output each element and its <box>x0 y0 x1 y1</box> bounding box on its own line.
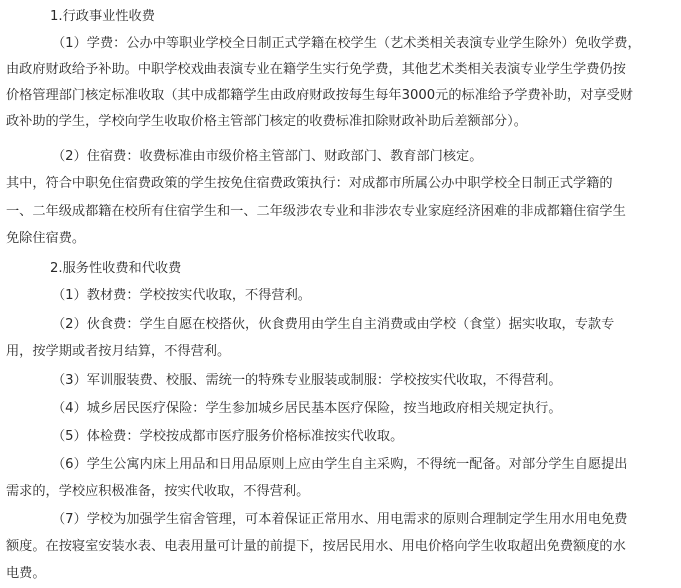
section-1-heading: 1.行政事业性收费 <box>50 9 155 24</box>
fee-item-uniforms: （3）军训服装费、校服、需统一的特殊专业服装或制服：学校按实代收取，不得营利。 <box>52 373 562 388</box>
fee-item-medical-insurance: （4）城乡居民医疗保险：学生参加城乡居民基本医疗保险，按当地政府相关规定执行。 <box>52 401 562 416</box>
fee-item-utilities-line: 额度。在按寝室安装水表、电表用量可计量的前提下，按居民用水、用电价格向学生收取超出免费额度的水 <box>6 539 626 554</box>
fee-item-utilities-line: （7）学校为加强学生宿舍管理，可本着保证正常用水、用电需求的原则合理制定学生用水用电免费 <box>52 512 628 527</box>
fee-item-meals-line: 用，按学期或者按月结算，不得营利。 <box>6 344 231 359</box>
tuition-paragraph-line: 价格管理部门核定标准收取（其中成都籍学生由政府财政按每生每年3000元的标准给予学费补助，对享受财 <box>6 88 633 103</box>
tuition-paragraph-line: （1）学费：公办中等职业学校全日制正式学籍在校学生（艺术类相关表演专业学生除外）免收学费， <box>52 36 641 51</box>
fee-item-meals-line: （2）伙食费：学生自愿在校搭伙，伙食费用由学生自主消费或由学校（食堂）据实收取，专款专 <box>52 317 615 332</box>
fee-item-bedding-line: 需求的，学校应积极准备，按实代收取，不得营利。 <box>6 484 310 499</box>
dorm-paragraph-line: 一、二年级成都籍在校所有住宿学生和一、二年级涉农专业和非涉农专业家庭经济困难的非成都籍住宿学生 <box>6 204 626 219</box>
section-2-heading: 2.服务性收费和代收费 <box>50 261 182 276</box>
dorm-paragraph-line: 其中，符合中职免住宿费政策的学生按免住宿费政策执行：对成都市所属公办中职学校全日制正式学籍的 <box>6 176 613 191</box>
fee-item-textbook: （1）教材费：学校按实代收取，不得营利。 <box>52 288 311 303</box>
fee-item-bedding-line: （6）学生公寓内床上用品和日用品原则上应由学生自主采购，不得统一配备。对部分学生自愿提出 <box>52 457 628 472</box>
dorm-paragraph-line: 免除住宿费。 <box>6 231 86 246</box>
tuition-paragraph-line: 政补助的学生，学校向学生收取价格主管部门核定的收费标准扣除财政补助后差额部分）。 <box>6 114 527 129</box>
tuition-paragraph-line: 由政府财政给予补助。中职学校戏曲表演专业在籍学生实行免学费，其他艺术类相关表演专业学生学费仍按 <box>6 62 626 77</box>
fee-item-physical-exam: （5）体检费：学校按成都市医疗服务价格标准按实代收取。 <box>52 429 404 444</box>
dorm-paragraph-line: （2）住宿费：收费标准由市级价格主管部门、财政部门、教育部门核定。 <box>52 149 483 164</box>
fee-item-utilities-line: 电费。 <box>6 566 46 581</box>
